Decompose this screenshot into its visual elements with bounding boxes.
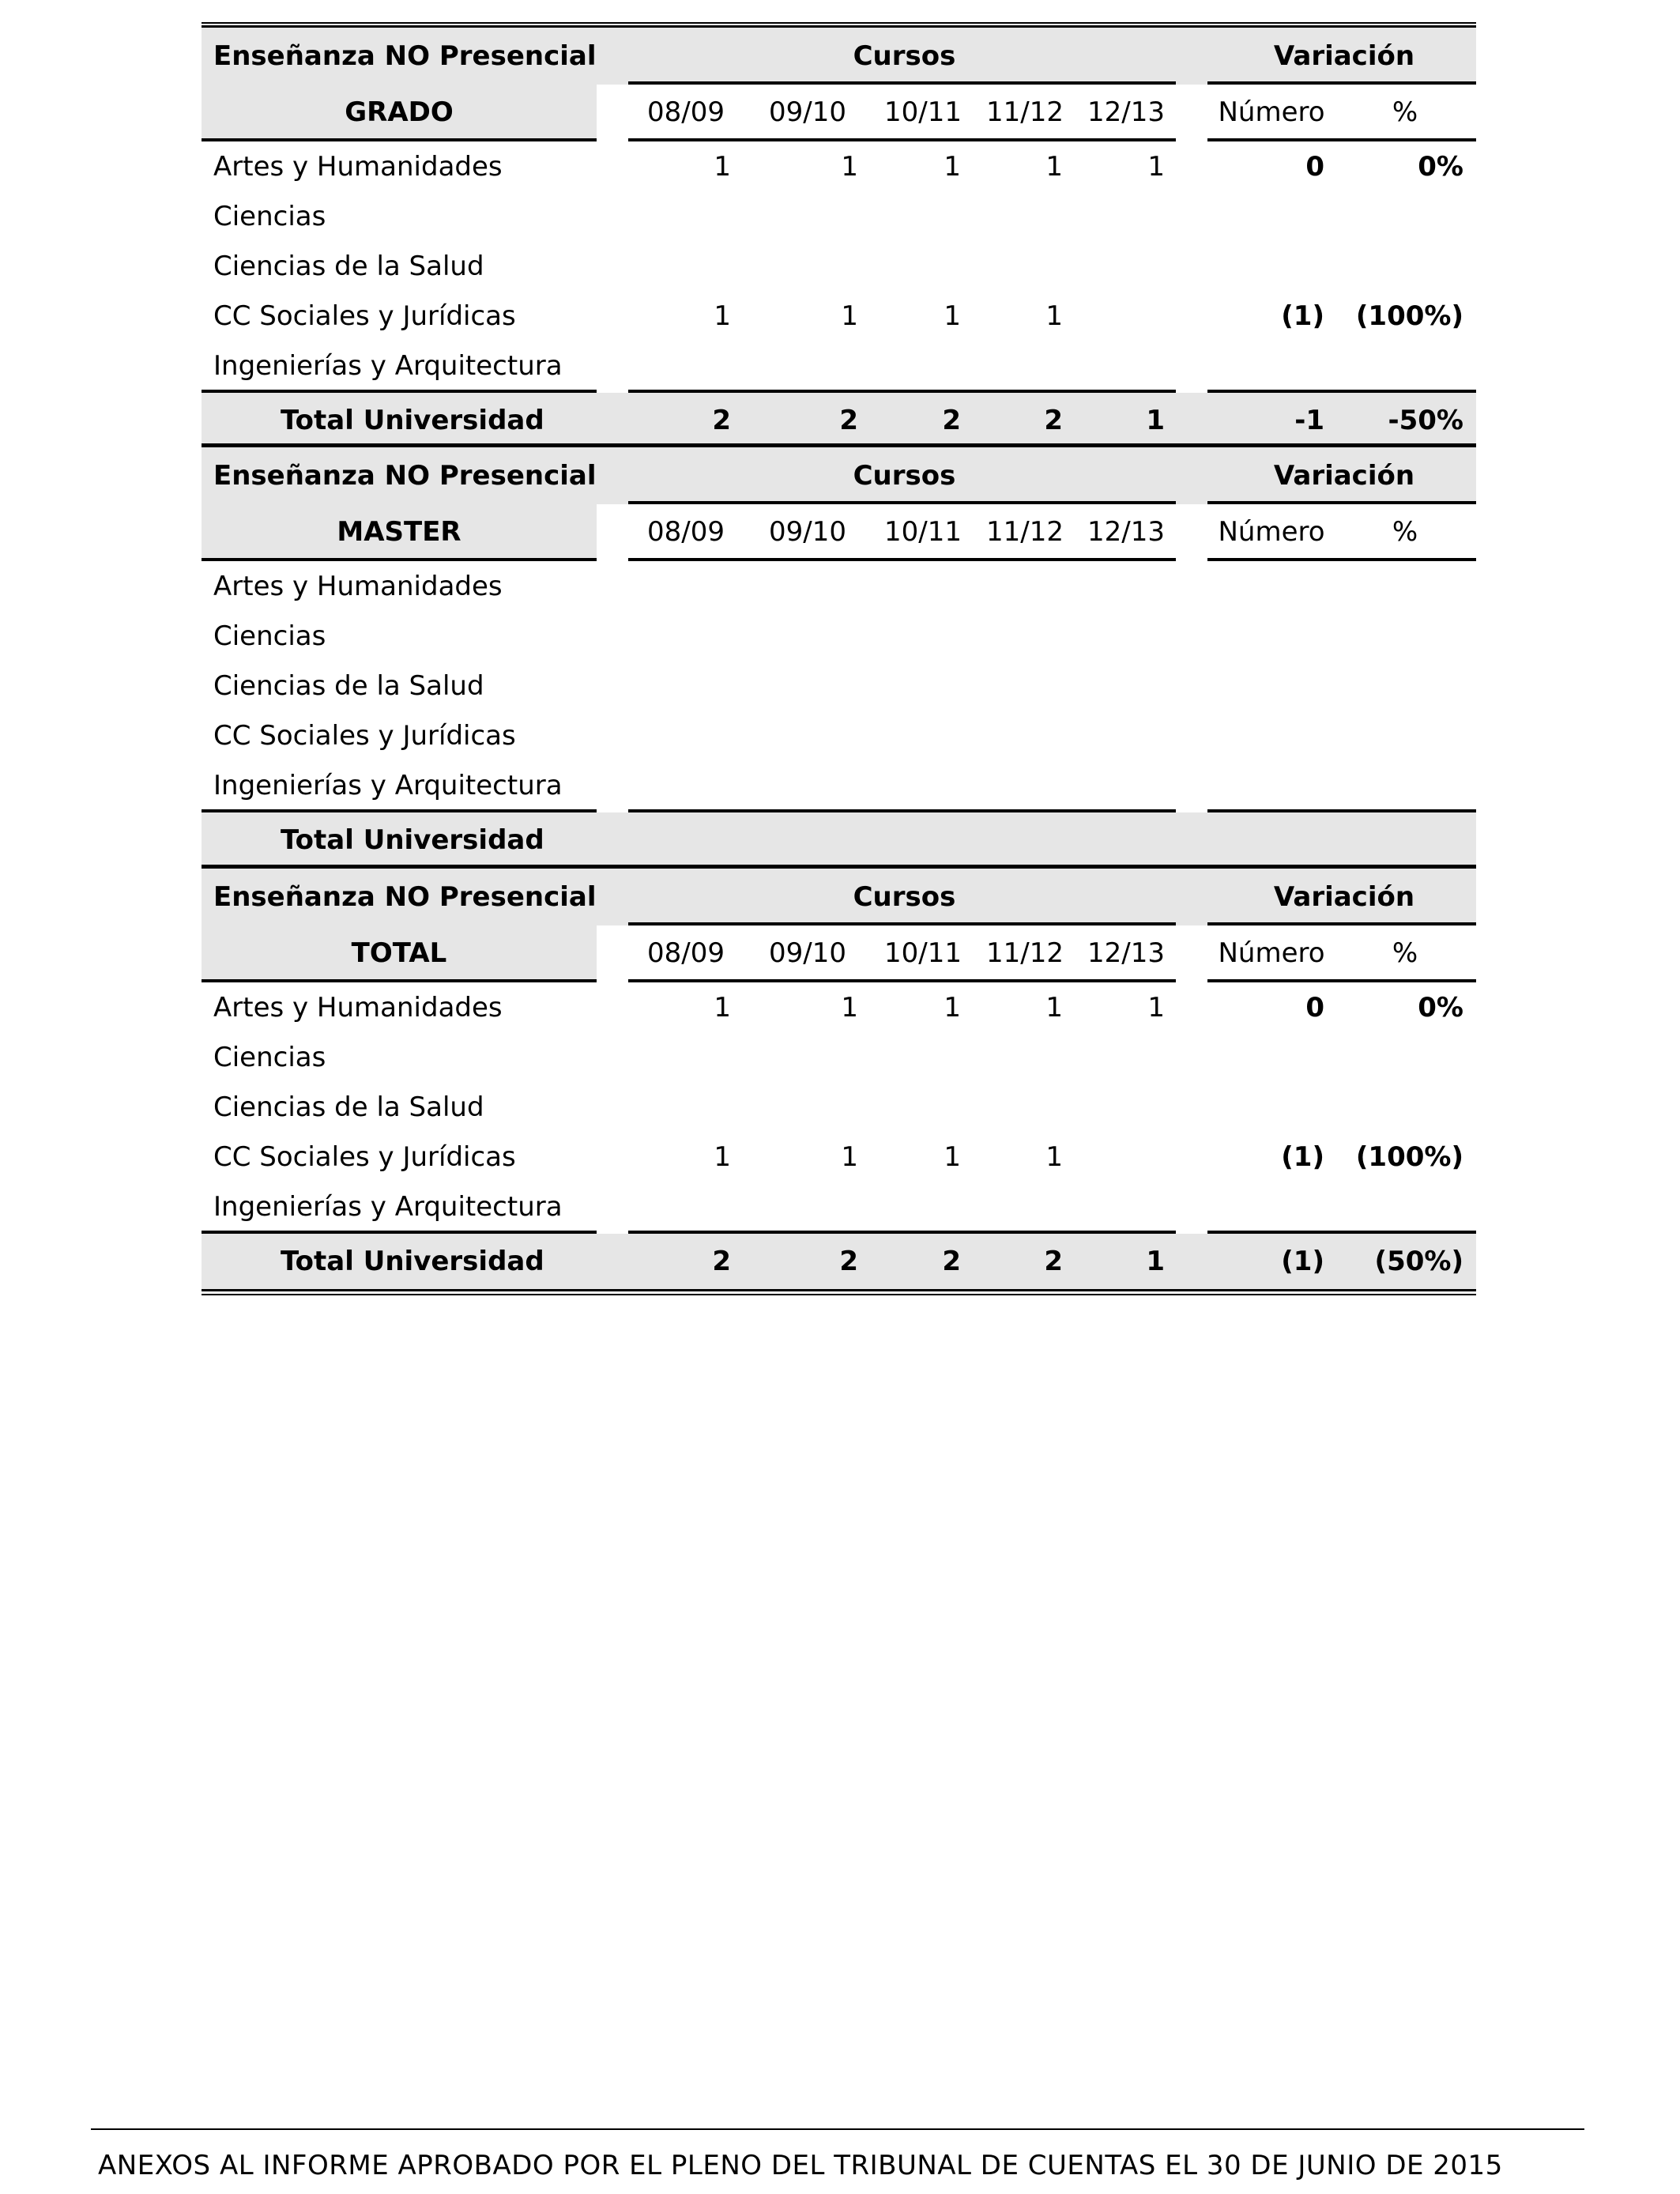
section-label: GRADO [345,96,454,128]
row-label: CC Sociales y Jurídicas [213,720,516,752]
row-value: 1 [1045,1141,1063,1173]
table-top-rule-1 [202,22,1476,24]
year-header-1: 09/10 [769,937,846,969]
year-header-4: 12/13 [1087,516,1165,548]
total-value: 2 [839,1246,858,1277]
total-value: 2 [1044,1246,1063,1277]
row-value: 1 [1045,300,1063,332]
variacion-label: Variación [1273,881,1415,913]
footer-text: ANEXOS AL INFORME APROBADO POR EL PLENO DEL TRIBUNAL DE CUENTAS EL 30 DE JUNIO DE 2015 [98,2150,1503,2181]
row-value [991,192,1165,242]
row-pct [1290,711,1463,761]
year-header-0: 08/09 [647,96,725,128]
numero-header: Número [1218,516,1325,548]
total-pct [1290,812,1463,868]
row-pct: 0% [1418,151,1463,183]
row-value [991,242,1165,292]
footer-rule [91,2128,1584,2130]
row-numero: (1) [1281,300,1324,332]
total-value: 2 [942,405,961,436]
row-value [991,761,1165,811]
header-label: Enseñanza NO Presencial [213,460,597,492]
row-pct: (100%) [1355,1141,1463,1173]
total-label: Total Universidad [281,1246,544,1277]
row-label: Artes y Humanidades [213,151,503,183]
row-value [991,1133,1165,1182]
cursos-label: Cursos [853,881,956,913]
year-header-0: 08/09 [647,937,725,969]
row-value: 1 [714,1141,731,1173]
row-value: 1 [1045,151,1063,183]
total-numero: -1 [1294,405,1324,436]
row-value: 1 [841,992,858,1023]
row-label: Ciencias [213,620,326,652]
row-value [991,1083,1165,1133]
subheader-underline-seg-0 [202,979,597,982]
subheader-underline-seg-0 [202,138,597,141]
subheader-underline-seg-1 [628,138,1176,141]
row-pct: 0% [1418,992,1463,1023]
row-pct [1290,662,1463,711]
year-header-3: 11/12 [986,96,1064,128]
row-value: 1 [1045,992,1063,1023]
subheader-underline-seg-2 [1207,138,1476,141]
row-value: 1 [944,992,961,1023]
row-label: CC Sociales y Jurídicas [213,1141,516,1173]
row-value: 1 [714,151,731,183]
subheader-underline-seg-2 [1207,558,1476,561]
section-label: TOTAL [351,937,447,969]
total-value: 1 [1146,405,1165,436]
row-value [991,341,1165,391]
row-pct [1290,1182,1463,1232]
row-value [991,562,1165,612]
total-numero: (1) [1281,1246,1324,1277]
row-value: 1 [841,1141,858,1173]
table-bottom-rule-1 [202,1289,1476,1291]
row-label: Artes y Humanidades [213,992,503,1023]
year-header-3: 11/12 [986,516,1064,548]
row-label: Artes y Humanidades [213,571,503,602]
total-label: Total Universidad [281,824,544,856]
row-label: CC Sociales y Jurídicas [213,300,516,332]
row-value: 1 [841,300,858,332]
variacion-label: Variación [1273,40,1415,72]
year-header-4: 12/13 [1087,96,1165,128]
total-value: 2 [1044,405,1063,436]
row-value [991,612,1165,662]
total-value: 2 [712,1246,731,1277]
subheader-underline-seg-1 [628,979,1176,982]
row-label: Ciencias [213,201,326,232]
variacion-label: Variación [1273,460,1415,492]
section-label: MASTER [337,516,461,548]
numero-header: Número [1218,96,1325,128]
header-label: Enseñanza NO Presencial [213,881,597,913]
row-value [991,1033,1165,1083]
year-header-0: 08/09 [647,516,725,548]
row-pct [1290,1083,1463,1133]
row-numero: (1) [1281,1141,1324,1173]
row-label: Ciencias de la Salud [213,670,484,702]
year-header-2: 10/11 [884,937,962,969]
row-value: 1 [1147,992,1165,1023]
pct-header: % [1392,937,1418,969]
row-pct [1290,761,1463,811]
row-value [991,711,1165,761]
row-numero: 0 [1305,992,1324,1023]
total-value: 2 [942,1246,961,1277]
table-bottom-rule-2 [202,1294,1476,1295]
pct-header: % [1392,96,1418,128]
row-label: Ciencias de la Salud [213,1091,484,1123]
cursos-label: Cursos [853,40,956,72]
row-pct [1290,562,1463,612]
total-pct: -50% [1388,405,1463,436]
row-pct [1290,1033,1463,1083]
total-label: Total Universidad [281,405,544,436]
row-pct [1290,242,1463,292]
numero-header: Número [1218,937,1325,969]
row-numero: 0 [1305,151,1324,183]
year-header-2: 10/11 [884,516,962,548]
row-pct: (100%) [1355,300,1463,332]
total-value: 2 [839,405,858,436]
row-value: 1 [944,300,961,332]
total-value: 1 [1146,1246,1165,1277]
header-label: Enseñanza NO Presencial [213,40,597,72]
row-label: Ingenierías y Arquitectura [213,770,563,801]
row-label: Ciencias de la Salud [213,251,484,282]
row-value: 1 [944,1141,961,1173]
total-pct: (50%) [1374,1246,1463,1277]
subheader-underline-seg-0 [202,558,597,561]
row-value: 1 [944,151,961,183]
total-value [991,812,1165,868]
row-pct [1290,341,1463,391]
year-header-3: 11/12 [986,937,1064,969]
row-pct [1290,612,1463,662]
row-value [991,662,1165,711]
row-value: 1 [714,300,731,332]
row-value [991,292,1165,341]
year-header-4: 12/13 [1087,937,1165,969]
year-header-1: 09/10 [769,516,846,548]
cursos-label: Cursos [853,460,956,492]
subheader-underline-seg-1 [628,558,1176,561]
year-header-2: 10/11 [884,96,962,128]
pct-header: % [1392,516,1418,548]
row-pct [1290,192,1463,242]
row-value: 1 [714,992,731,1023]
row-label: Ciencias [213,1042,326,1073]
total-value: 2 [712,405,731,436]
row-label: Ingenierías y Arquitectura [213,350,563,382]
subheader-underline-seg-2 [1207,979,1476,982]
row-value: 1 [841,151,858,183]
row-value: 1 [1147,151,1165,183]
row-value [991,1182,1165,1232]
year-header-1: 09/10 [769,96,846,128]
row-label: Ingenierías y Arquitectura [213,1191,563,1223]
